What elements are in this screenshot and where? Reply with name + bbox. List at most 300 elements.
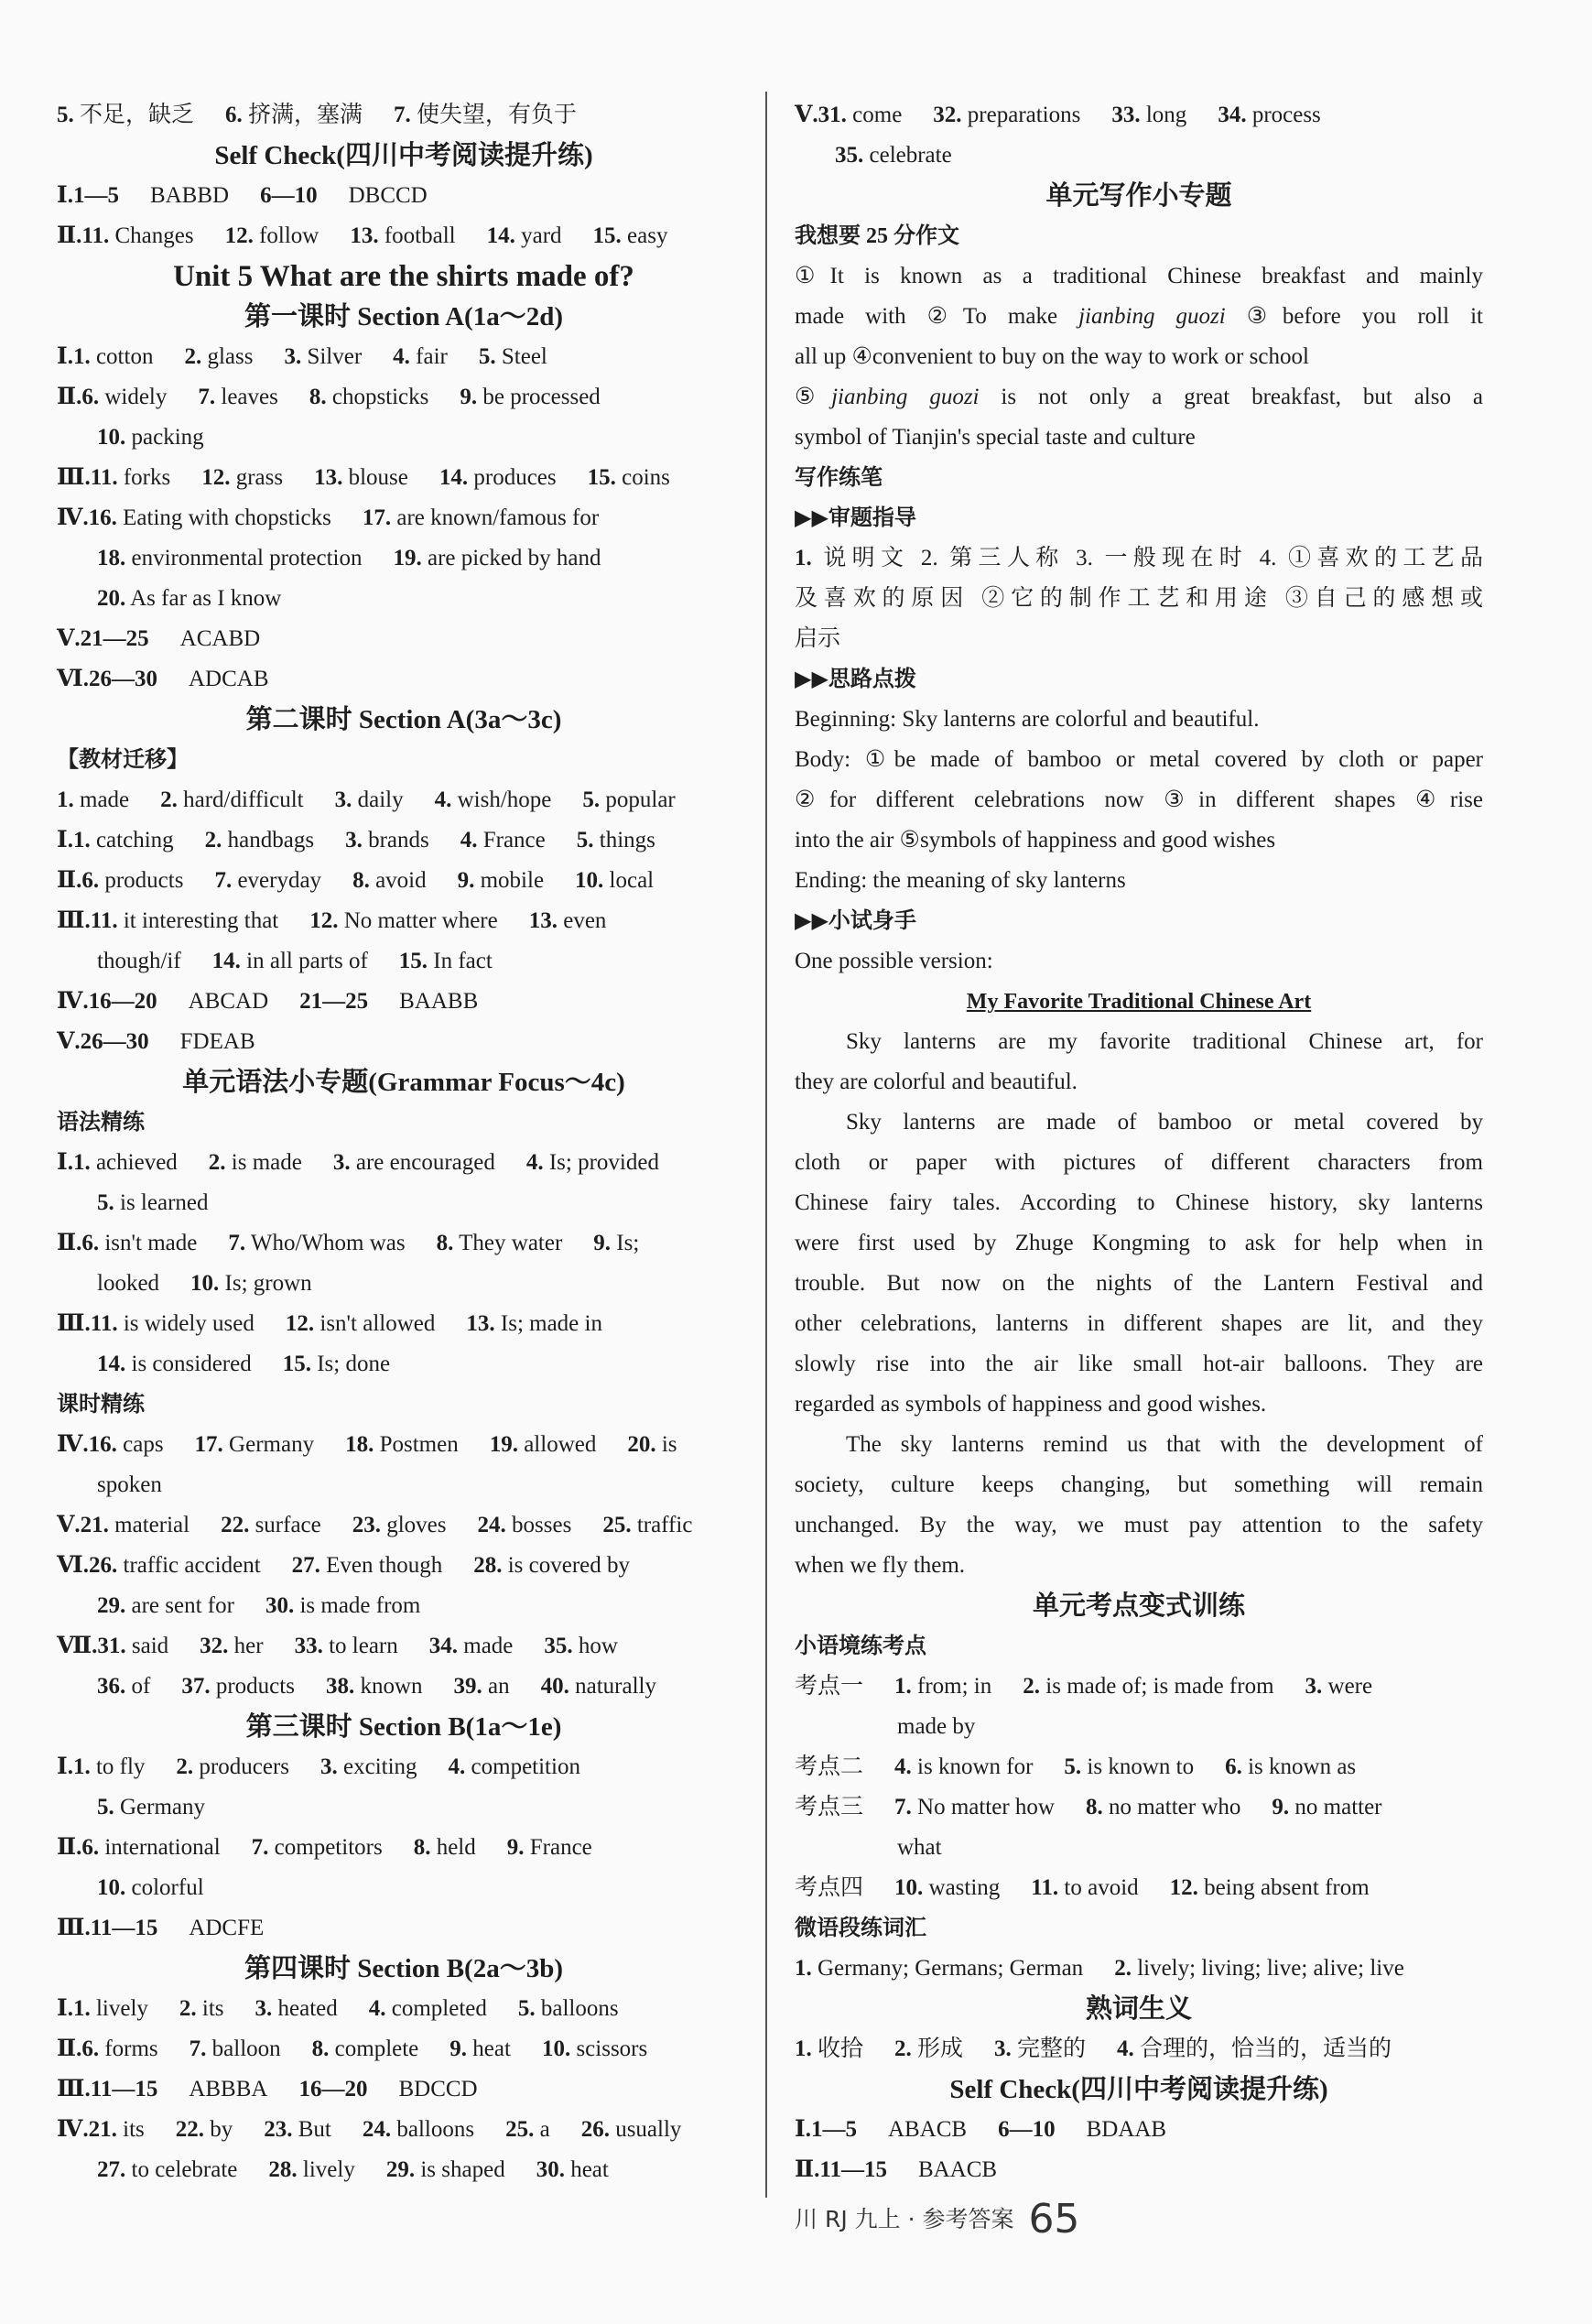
answer-item: 24. balloons (362, 2117, 475, 2142)
text-line (795, 418, 1483, 458)
answer-item: 10. Is; grown (190, 1271, 312, 1296)
answer-line (57, 1586, 751, 1626)
answer-item: 24. bosses (477, 1513, 572, 1537)
answer-item: 15. coins (587, 465, 670, 490)
subheading (57, 740, 751, 780)
answer-item: 4. 合理的，恰当的，适当的 (1117, 2036, 1392, 2061)
answer-item: 8. chopsticks (309, 385, 429, 409)
answer-item: Ⅴ.21. material (57, 1513, 190, 1537)
answer-item: Ⅱ.11. Changes (57, 223, 194, 248)
answer-line (57, 458, 751, 498)
answer-item: Ⅵ.26—30 (57, 667, 157, 691)
answer-item: 2. hard/difficult (160, 787, 304, 812)
line-text: 第三课时 Section B(1a～1e) (245, 1712, 562, 1742)
answer-item: 21—25 (299, 989, 369, 1014)
text-line (795, 1344, 1483, 1385)
answer-item: 16—20 (298, 2077, 368, 2101)
answer-item: 33. to learn (294, 1634, 398, 1658)
answer-line (795, 2110, 1483, 2150)
answer-line (795, 1868, 1483, 1908)
line-text: Chinese fairy tales. According to Chinese history, sky lanterns (795, 1190, 1483, 1215)
answer-item: 14. is considered (97, 1352, 252, 1376)
line-text: 课时精练 (57, 1393, 145, 1417)
answer-item: 9. heat (449, 2036, 511, 2061)
answer-item: 3. were (1305, 1674, 1373, 1699)
line-text: 单元语法小专题(Grammar Focus～4c) (182, 1068, 625, 1097)
answer-line (57, 95, 751, 136)
text-line (795, 700, 1483, 740)
answer-item: 15. In fact (398, 949, 493, 973)
text-line (795, 1505, 1483, 1546)
answer-item: 5. Germany (97, 1795, 206, 1819)
answer-item: 28. is covered by (473, 1553, 631, 1578)
answer-item: 3. brands (345, 828, 429, 852)
answer-item: 3. daily (334, 787, 404, 812)
answer-item: 2. producers (176, 1754, 289, 1779)
line-text: 熟词生义 (1085, 1994, 1192, 2024)
answer-line (57, 216, 751, 256)
answer-item: 9. Is; (593, 1231, 640, 1255)
answer-item: FDEAB (179, 1029, 255, 1054)
line-text: society, culture keeps changing, but something will remain (795, 1472, 1483, 1497)
answer-item: 25. a (505, 2117, 550, 2142)
answer-item: 5. is learned (97, 1190, 209, 1215)
section-heading (57, 297, 751, 337)
text-line (795, 740, 1483, 780)
answer-item: 18. environmental protection (97, 546, 363, 570)
answer-item: Ⅲ.11. is widely used (57, 1311, 255, 1336)
answer-item: 40. naturally (540, 1674, 656, 1699)
answer-item: 5. popular (582, 787, 676, 812)
answer-item: ABBBA (189, 2077, 268, 2101)
answer-item: 8. avoid (352, 868, 427, 893)
text-line (795, 820, 1483, 861)
text-line (795, 1022, 1483, 1062)
answer-line (57, 1667, 751, 1707)
answer-item: 7. 使失望，有负于 (394, 103, 578, 127)
line-text: ▶▶思路点拨 (795, 668, 916, 691)
answer-item: 19. allowed (489, 1432, 597, 1457)
answer-item: Ⅱ.6. international (57, 1835, 221, 1860)
answer-item: 10. scissors (541, 2036, 648, 2061)
answer-item: 6—10 (998, 2117, 1056, 2142)
answer-item: 3. 完整的 (994, 2036, 1087, 2061)
answer-item: 10. local (575, 868, 655, 893)
answer-item: Ⅱ.11—15 (795, 2157, 887, 2182)
line-text: other celebrations, lanterns in different shapes are lit, and they (795, 1311, 1483, 1336)
answer-item: 30. is made from (265, 1593, 421, 1618)
answer-item: 4. Is; provided (525, 1150, 659, 1175)
answer-item: 5. balloons (517, 1996, 619, 2021)
answer-line (57, 2150, 751, 2190)
answer-item: 29. is shaped (385, 2157, 505, 2182)
answer-item: 12. being absent from (1169, 1875, 1370, 1900)
answer-item: 考点四 (795, 1875, 864, 1900)
line-text: 第一课时 Section A(1a～2d) (244, 302, 563, 331)
text-line (795, 297, 1483, 337)
essay-title (795, 982, 1483, 1022)
answer-line (795, 95, 1483, 136)
text-line (795, 377, 1483, 418)
line-text: 写作练笔 (795, 466, 883, 490)
answer-item: 7. No matter how (894, 1795, 1055, 1819)
answer-line (57, 780, 751, 820)
text-line (795, 1465, 1483, 1505)
subheading (795, 458, 1483, 498)
text-line (795, 256, 1483, 297)
text-line (795, 1546, 1483, 1586)
line-text: My Favorite Traditional Chinese Art (966, 990, 1312, 1014)
text-line (795, 1062, 1483, 1102)
line-text: ⑤jianbing guozi is not only a great breakfast, but also a (795, 385, 1483, 409)
answer-item: 3. heated (255, 1996, 338, 2021)
text-line (795, 538, 1483, 579)
answer-item: 10. wasting (894, 1875, 1001, 1900)
answer-item: 6. 挤满，塞满 (225, 103, 363, 127)
text-line (795, 1223, 1483, 1264)
text-line (795, 579, 1483, 619)
answer-item: 37. products (181, 1674, 295, 1699)
line-text: Self Check(四川中考阅读提升练) (214, 141, 593, 170)
answer-line (57, 2069, 751, 2110)
answer-item: 5. Steel (478, 344, 547, 369)
text-line (795, 1385, 1483, 1425)
answer-line (795, 1667, 1483, 1707)
answer-item: 20. As far as I know (97, 586, 282, 611)
line-text: ①It is known as a traditional Chinese breakfast and mainly (795, 264, 1483, 288)
subheading (57, 1385, 751, 1425)
answer-item: ABACB (887, 2117, 968, 2142)
answer-line (57, 861, 751, 901)
answer-line (57, 337, 751, 377)
line-text: 我想要 25 分作文 (795, 224, 959, 248)
subheading (795, 901, 1483, 941)
answer-line (795, 1747, 1483, 1787)
answer-item: Ⅴ.21—25 (57, 626, 149, 651)
answer-item: 1. from; in (894, 1674, 992, 1699)
answer-item: Ⅶ.31. said (57, 1634, 169, 1658)
answer-item: 1. made (57, 787, 130, 812)
line-text: 单元写作小专题 (1045, 181, 1232, 211)
answer-line (57, 1747, 751, 1787)
answer-item: 34. made (428, 1634, 514, 1658)
answer-line (795, 2029, 1483, 2069)
section-heading (795, 2069, 1483, 2110)
column-divider (765, 92, 767, 2198)
text-line (795, 1102, 1483, 1143)
answer-item: 22. by (175, 2117, 233, 2142)
subheading (795, 659, 1483, 700)
answer-line (57, 1344, 751, 1385)
answer-item: 23. But (264, 2117, 331, 2142)
line-text: 及喜欢的原因 ②它的制作工艺和用途 ③自己的感想或 (795, 586, 1483, 611)
answer-item: 12. grass (201, 465, 284, 490)
subheading (795, 1908, 1483, 1949)
section-heading (57, 256, 751, 297)
footer-label: 川 RJ 九上 · 参考答案 (795, 2206, 1014, 2232)
answer-line (57, 820, 751, 861)
answer-item: 2. 形成 (894, 2036, 964, 2061)
answer-item: Ⅴ.31. come (795, 103, 903, 127)
text-line (795, 941, 1483, 982)
subheading (795, 498, 1483, 538)
answer-item: 4. is known for (894, 1754, 1034, 1779)
answer-item: 13. even (528, 908, 607, 933)
line-text: One possible version: (795, 949, 993, 973)
line-text: ②for different celebrations now ③in different shapes ④rise (795, 787, 1483, 812)
answer-line (57, 1425, 751, 1465)
answer-item: 5. is known to (1064, 1754, 1195, 1779)
line-text: Unit 5 What are the shirts made of? (173, 260, 634, 293)
answer-line (57, 1143, 751, 1183)
line-text: 小语境练考点 (795, 1634, 926, 1658)
line-text: Sky lanterns are my favorite traditional Chinese art, for (846, 1029, 1483, 1054)
answer-line (57, 1505, 751, 1546)
section-heading (795, 1989, 1483, 2029)
answer-item: DBCCD (348, 183, 428, 208)
answer-item: 9. mobile (457, 868, 545, 893)
section-heading (57, 1949, 751, 1989)
answer-item: 13. football (350, 223, 456, 248)
answer-item: 34. process (1218, 103, 1321, 127)
answer-item: 4. wish/hope (434, 787, 552, 812)
answer-item: Ⅰ.1—5 (795, 2117, 857, 2142)
answer-item: 10. colorful (97, 1875, 204, 1900)
page-number: 65 (1028, 2196, 1080, 2243)
answer-line (57, 941, 751, 982)
line-text: The sky lanterns remind us that with the development of (846, 1432, 1483, 1457)
answer-line (57, 1787, 751, 1828)
line-text: cloth or paper with pictures of different characters from (795, 1150, 1483, 1175)
text-line (795, 337, 1483, 377)
answer-item: 17. are known/famous for (362, 505, 600, 530)
answer-line (57, 538, 751, 579)
line-text: into the air ⑤symbols of happiness and good wishes (795, 828, 1276, 852)
answer-line (795, 1949, 1483, 1989)
answer-item: 29. are sent for (97, 1593, 234, 1618)
line-text: 第二课时 Section A(3a～3c) (245, 705, 562, 734)
answer-item: 12. follow (224, 223, 319, 248)
answer-item: 5. 不足，缺乏 (57, 103, 195, 127)
answer-item: ABCAD (188, 989, 269, 1014)
answer-item: 27. to celebrate (97, 2157, 238, 2182)
answer-item: Ⅰ.1. lively (57, 1996, 148, 2021)
answer-item: 38. known (325, 1674, 423, 1699)
line-text: unchanged. By the way, we must pay attention to the safety (795, 1513, 1483, 1537)
answer-item: BAACB (917, 2157, 998, 2182)
answer-line (795, 136, 1483, 176)
answer-item: Ⅲ.11. forks (57, 465, 171, 490)
answer-item: 8. no matter who (1085, 1795, 1241, 1819)
line-text: 第四课时 Section B(2a～3b) (244, 1954, 563, 1983)
text-line (795, 861, 1483, 901)
answer-item: Ⅳ.21. its (57, 2117, 145, 2142)
answer-item: 7. balloon (189, 2036, 281, 2061)
answer-item: ADCAB (189, 667, 269, 691)
answer-item: 10. packing (97, 425, 204, 450)
line-text: 语法精练 (57, 1111, 145, 1135)
answer-item: 2. glass (184, 344, 254, 369)
text-line (795, 1425, 1483, 1465)
answer-item: 18. Postmen (345, 1432, 459, 1457)
answer-item: Ⅰ.1. achieved (57, 1150, 178, 1175)
line-text: 1. 说明文 2. 第三人称 3. 一般现在时 4. ①喜欢的工艺品 (795, 546, 1483, 570)
answer-item: Ⅲ.11—15 (57, 2077, 158, 2101)
answer-item: 22. surface (221, 1513, 321, 1537)
answer-item: 3. Silver (284, 344, 363, 369)
answer-item: Ⅵ.26. traffic accident (57, 1553, 261, 1578)
answer-item: what (897, 1835, 942, 1860)
line-text: symbol of Tianjin's special taste and culture (795, 425, 1196, 450)
line-text: slowly rise into the air like small hot-air balloons. They are (795, 1352, 1483, 1376)
line-text: were first used by Zhuge Kongming to ask for help when in (795, 1231, 1483, 1255)
answer-item: Ⅰ.1. catching (57, 828, 174, 852)
line-text: when we fly them. (795, 1553, 966, 1578)
answer-line (57, 498, 751, 538)
answer-item: 36. of (97, 1674, 151, 1699)
answer-item: ACABD (179, 626, 261, 651)
answer-item: BDCCD (398, 2077, 478, 2101)
answer-item: 12. No matter where (309, 908, 498, 933)
answer-item: though/if (97, 949, 181, 973)
line-text: Ending: the meaning of sky lanterns (795, 868, 1126, 893)
answer-item: 26. usually (580, 2117, 682, 2142)
line-text: Beginning: Sky lanterns are colorful and beautiful. (795, 707, 1260, 732)
text-line (795, 1264, 1483, 1304)
answer-item: 考点三 (795, 1795, 864, 1819)
subheading (795, 1626, 1483, 1667)
answer-item: Ⅰ.1—5 (57, 183, 119, 208)
answer-line (57, 1304, 751, 1344)
answer-item: 4. completed (368, 1996, 487, 2021)
line-text: 微语段练词汇 (795, 1917, 926, 1940)
answer-item: 4. France (460, 828, 546, 852)
page-footer (795, 2196, 1079, 2243)
answer-item: 15. easy (592, 223, 668, 248)
line-text: Body: ①be made of bamboo or metal covered by cloth or paper (795, 747, 1483, 772)
line-text: all up ④convenient to buy on the way to work or school (795, 344, 1309, 369)
text-line (795, 1183, 1483, 1223)
answer-line (795, 1828, 1483, 1868)
answer-item: 17. Germany (194, 1432, 315, 1457)
answer-line (57, 418, 751, 458)
answer-item: 8. complete (311, 2036, 419, 2061)
answer-line (57, 1626, 751, 1667)
answer-item: Ⅱ.6. forms (57, 2036, 158, 2061)
answer-item: 9. no matter (1272, 1795, 1382, 1819)
answer-item: 6. is known as (1225, 1754, 1357, 1779)
answer-item: BAABB (399, 989, 479, 1014)
answer-item: 13. blouse (314, 465, 408, 490)
line-text: 启示 (795, 626, 841, 651)
answer-line (57, 1465, 751, 1505)
answer-item: Ⅳ.16. caps (57, 1432, 164, 1457)
section-heading (57, 1707, 751, 1747)
answer-line (57, 1989, 751, 2029)
answer-item: 33. long (1111, 103, 1187, 127)
text-line (795, 1304, 1483, 1344)
answer-item: 12. isn't allowed (285, 1311, 436, 1336)
answer-item: 8. held (413, 1835, 476, 1860)
answer-line (57, 2029, 751, 2069)
answer-item: BABBD (149, 183, 230, 208)
answer-item: 7. competitors (251, 1835, 383, 1860)
answer-line (57, 377, 751, 418)
section-heading (57, 700, 751, 740)
answer-item: 39. an (453, 1674, 510, 1699)
answer-line (57, 1868, 751, 1908)
answer-item: Ⅲ.11—15 (57, 1916, 158, 1940)
right-column (795, 95, 1483, 2190)
answer-line (57, 1908, 751, 1949)
answer-item: spoken (97, 1472, 162, 1497)
answer-item: 14. produces (439, 465, 557, 490)
answer-item: 35. celebrate (835, 143, 952, 168)
answer-item: 5. things (576, 828, 655, 852)
answer-line (57, 1264, 751, 1304)
answer-item: Ⅰ.1. to fly (57, 1754, 146, 1779)
answer-item: 考点一 (795, 1674, 864, 1699)
answer-item: made by (897, 1714, 976, 1739)
answer-line (57, 176, 751, 216)
answer-item: 20. is (627, 1432, 677, 1457)
answer-item: 30. heat (536, 2157, 609, 2182)
answer-item: 7. Who/Whom was (228, 1231, 406, 1255)
line-text: Sky lanterns are made of bamboo or metal covered by (846, 1110, 1483, 1135)
answer-item: 19. are picked by hand (393, 546, 601, 570)
answer-item: Ⅳ.16—20 (57, 989, 157, 1014)
answer-line (795, 2150, 1483, 2190)
answer-item: Ⅴ.26—30 (57, 1029, 149, 1054)
answer-item: 2. is made of; is made from (1023, 1674, 1274, 1699)
answer-item: looked (97, 1271, 160, 1296)
answer-item: 8. They water (436, 1231, 563, 1255)
answer-item: 15. Is; done (282, 1352, 391, 1376)
answer-line (57, 1828, 751, 1868)
answer-item: 13. Is; made in (466, 1311, 602, 1336)
answer-item: Ⅱ.6. widely (57, 385, 168, 409)
answer-item: ADCFE (189, 1916, 265, 1940)
answer-item: 考点二 (795, 1754, 864, 1779)
answer-item: 2. lively; living; live; alive; live (1114, 1956, 1404, 1981)
line-text: they are colorful and beautiful. (795, 1070, 1078, 1094)
answer-line (57, 619, 751, 659)
left-column (57, 95, 751, 2190)
subheading (57, 1102, 751, 1143)
subheading (795, 216, 1483, 256)
answer-item: 35. how (544, 1634, 618, 1658)
answer-item: 3. are encouraged (332, 1150, 495, 1175)
text-line (795, 1143, 1483, 1183)
answer-line (795, 1707, 1483, 1747)
answer-line (57, 659, 751, 700)
line-text: trouble. But now on the nights of the Lantern Festival and (795, 1271, 1483, 1296)
text-line (795, 780, 1483, 820)
answer-item: 7. everyday (214, 868, 322, 893)
answer-item: 32. preparations (933, 103, 1081, 127)
answer-item: 11. to avoid (1031, 1875, 1139, 1900)
answer-item: 2. handbags (204, 828, 315, 852)
answer-item: 9. France (506, 1835, 592, 1860)
answer-item: 9. be processed (460, 385, 601, 409)
answer-item: 23. gloves (352, 1513, 447, 1537)
answer-item: 6—10 (260, 183, 318, 208)
answer-item: Ⅰ.1. cotton (57, 344, 154, 369)
line-text: regarded as symbols of happiness and good wishes. (795, 1392, 1267, 1417)
section-heading (57, 1062, 751, 1102)
line-text: ▶▶审题指导 (795, 506, 916, 530)
answer-item: 4. fair (393, 344, 448, 369)
